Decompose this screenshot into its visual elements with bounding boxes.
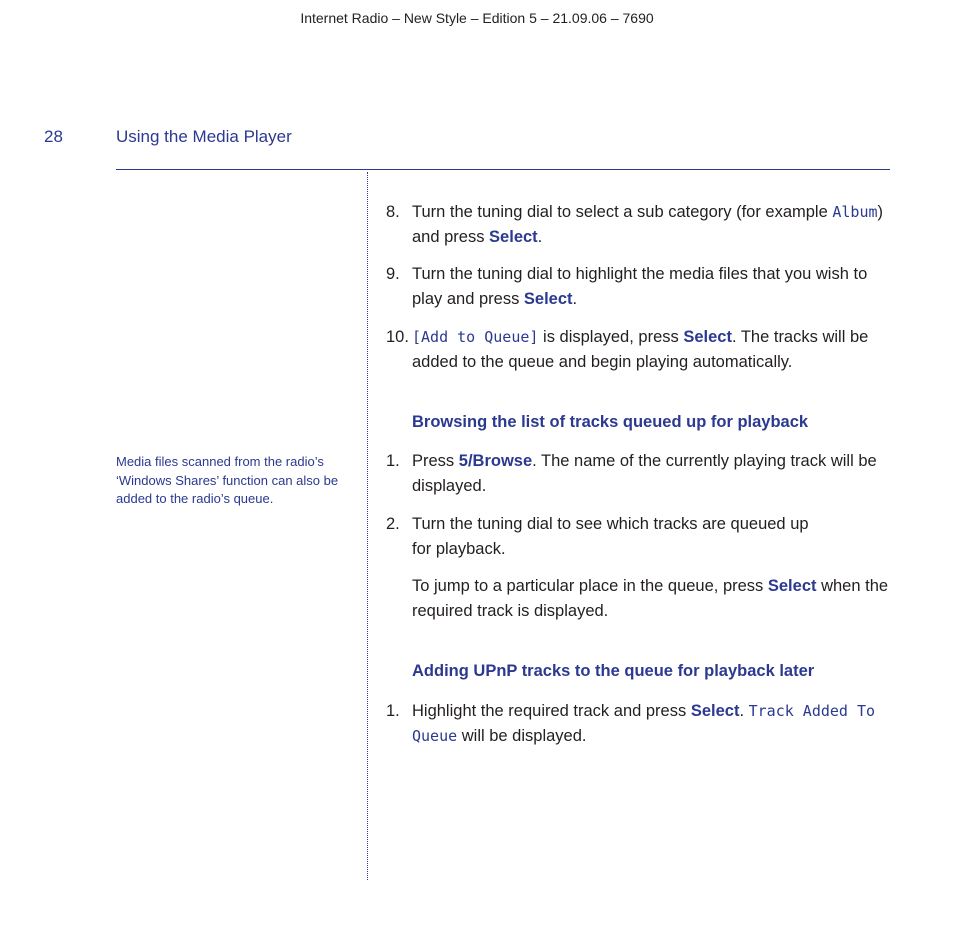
step-text-part: . xyxy=(572,290,578,308)
select-button-ref: Select xyxy=(690,702,740,720)
step-text-part: Press xyxy=(412,452,459,470)
step-9 xyxy=(386,262,890,312)
step-10 xyxy=(386,325,890,375)
sidebar-note: Media files scanned from the radio’s ‘Windows Shares’ function can also be added to the radio’s queue. xyxy=(116,454,339,506)
step-text-part: . xyxy=(537,228,543,246)
header-rule xyxy=(116,169,890,170)
browse-step-1 xyxy=(386,449,890,499)
select-button-ref: Select xyxy=(767,577,817,595)
step-text-part: . xyxy=(739,702,749,720)
column-divider xyxy=(367,172,368,880)
step-text-part: Turn the tuning dial to highlight the media files that you wish to play and press xyxy=(412,265,868,308)
section-title: Using the Media Player xyxy=(116,127,292,146)
lcd-text: Track Added To Queue xyxy=(412,702,876,745)
step-number: 10. xyxy=(386,328,409,346)
upnp-heading: Adding UPnP tracks to the queue for playback later xyxy=(412,662,815,680)
step-text xyxy=(412,262,890,312)
para-text-part: To jump to a particular place in the queue, press xyxy=(412,577,768,595)
step-number: 2. xyxy=(386,515,400,533)
browse-button-ref: 5/Browse xyxy=(458,452,533,470)
select-button-ref: Select xyxy=(683,328,732,346)
step-text-part: Turn the tuning dial to select a sub category (for example xyxy=(412,203,833,221)
page-number: 28 xyxy=(44,127,63,146)
browse-step-2 xyxy=(386,512,832,562)
step-text-part: ) and press xyxy=(412,203,884,246)
step-number: 1. xyxy=(386,702,400,720)
browse-heading: Browsing the list of tracks queued up for playback xyxy=(412,413,809,431)
step-text xyxy=(412,699,890,749)
step-text xyxy=(412,325,890,375)
step-text-part: will be displayed. xyxy=(457,727,587,745)
para-text-part: when the required track is displayed. xyxy=(412,577,889,620)
step-text-part: . The tracks will be added to the queue and begin playing automatically. xyxy=(412,328,869,371)
upnp-step-1 xyxy=(386,699,890,749)
step-number: 8. xyxy=(386,203,400,221)
step-number: 9. xyxy=(386,265,400,283)
step-text-part: is displayed, press xyxy=(538,328,684,346)
select-button-ref: Select xyxy=(489,228,538,246)
step-number: 1. xyxy=(386,452,400,470)
jump-paragraph xyxy=(412,574,890,624)
step-text: Turn the tuning dial to see which tracks are queued up for playback. xyxy=(412,515,809,558)
step-text-part: . The name of the currently playing track will be displayed. xyxy=(412,452,877,495)
lcd-text: [Add to Queue] xyxy=(412,328,539,346)
document-header: Internet Radio – New Style – Edition 5 – 21.09.06 – 7690 xyxy=(300,10,654,26)
step-8 xyxy=(386,200,890,250)
step-text xyxy=(412,449,890,499)
step-text xyxy=(412,200,890,250)
lcd-text: Album xyxy=(832,203,878,221)
step-text-part: Highlight the required track and press xyxy=(412,702,691,720)
select-button-ref: Select xyxy=(523,290,573,308)
